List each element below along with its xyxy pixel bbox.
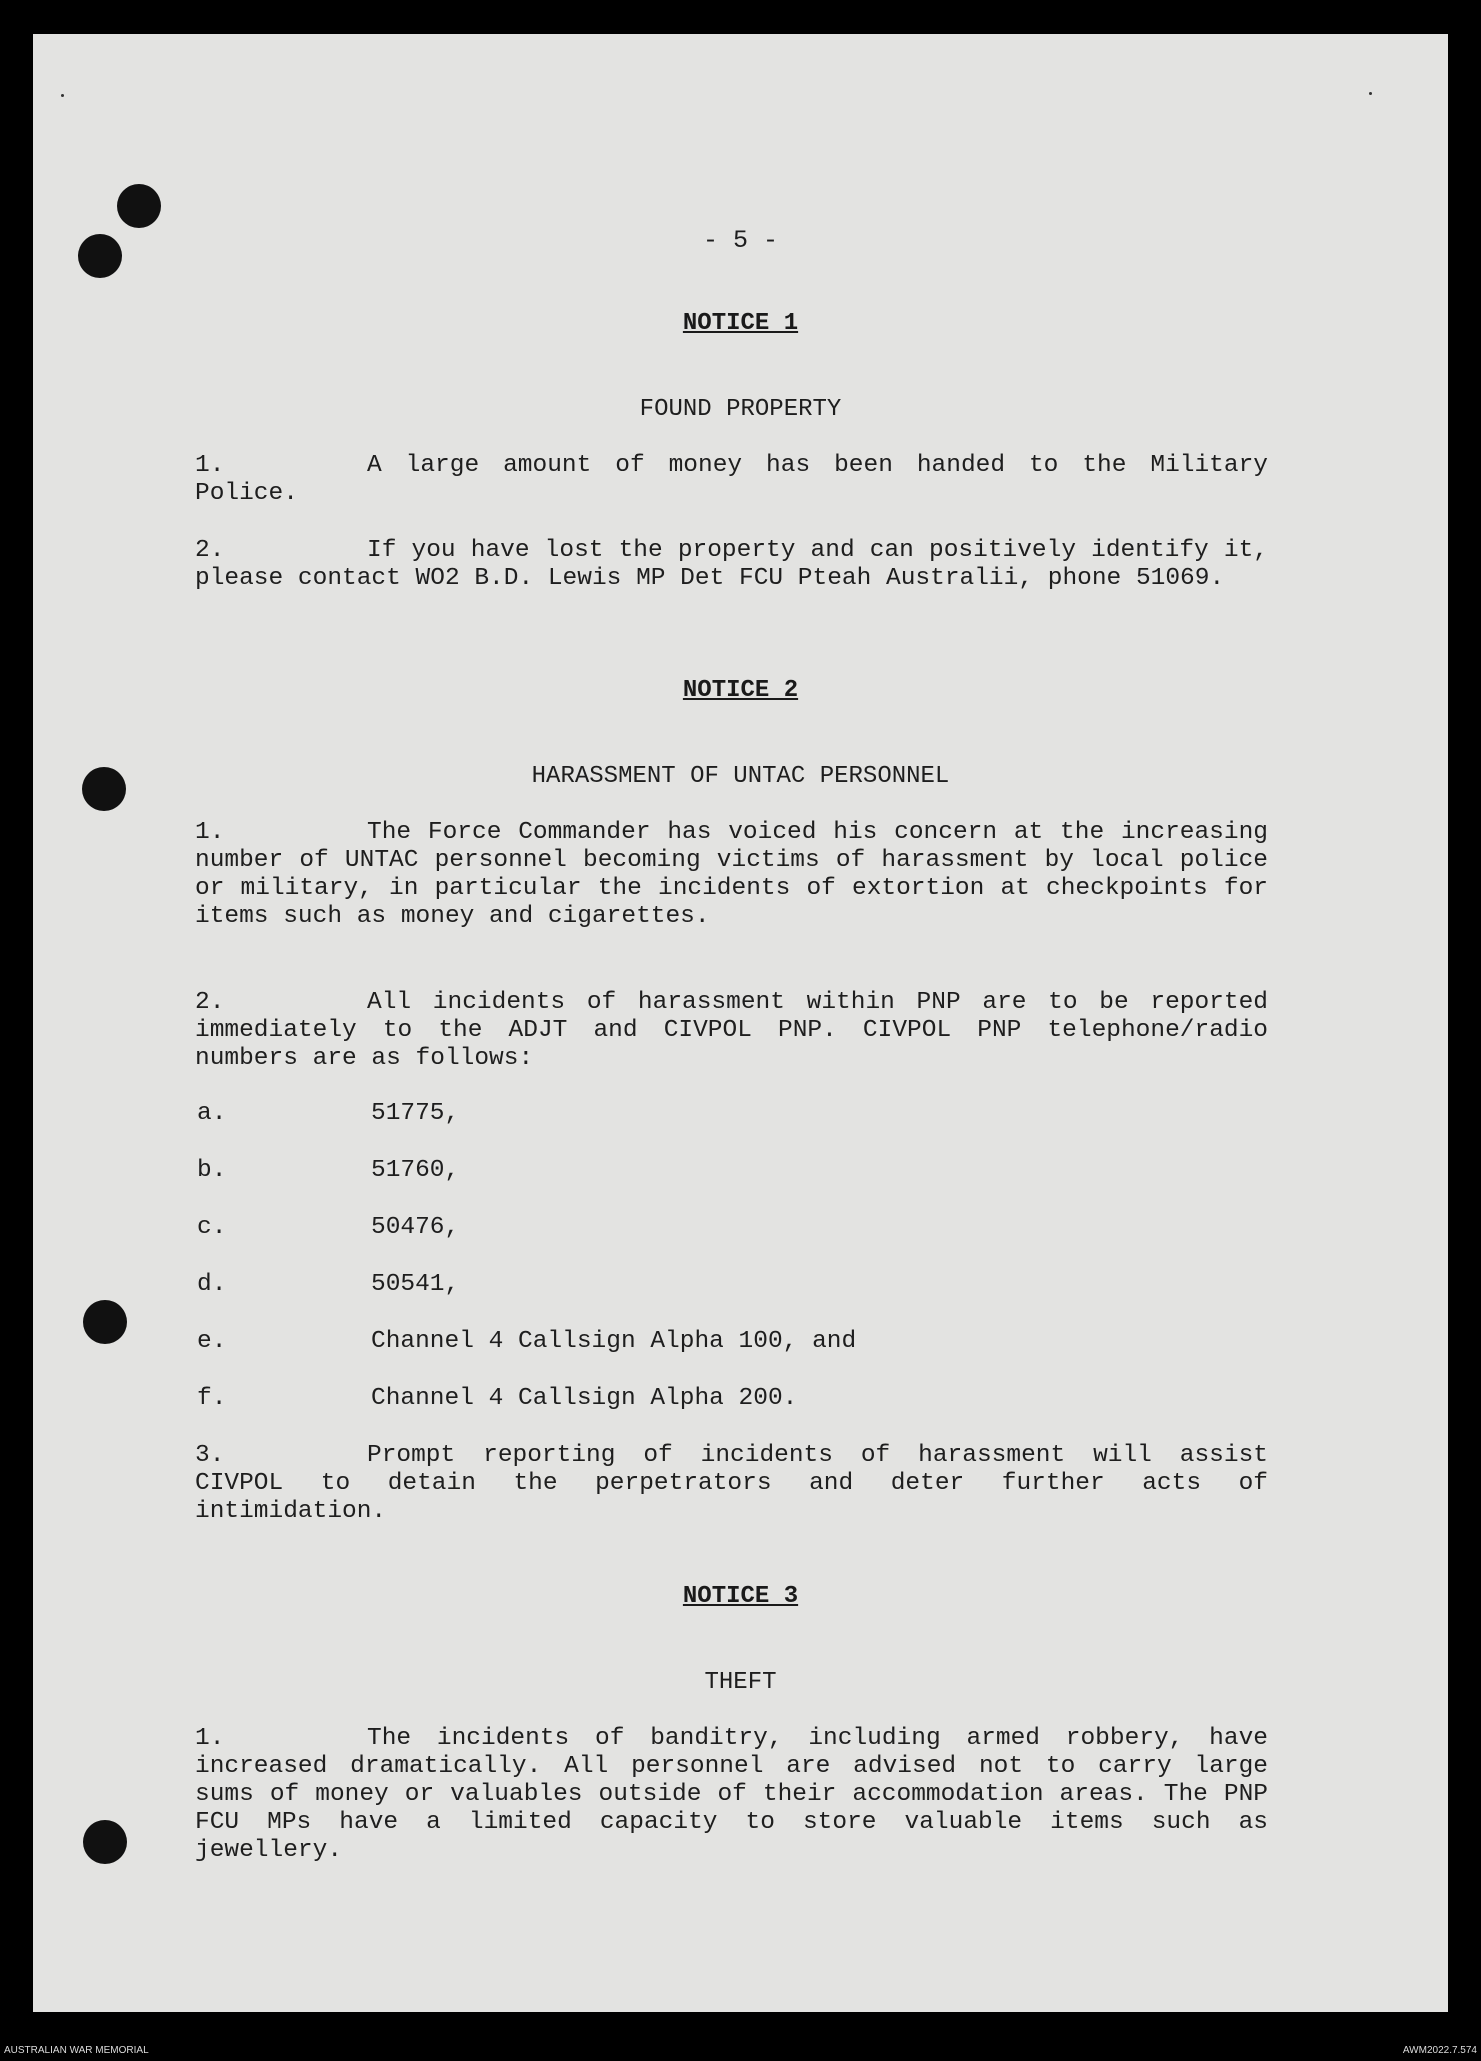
list-letter: b. xyxy=(197,1157,227,1184)
paragraph-text: All incidents of harassment within PNP are to be reported immediately to the ADJT and CIVPOL PNP. CIVPOL PNP telephone/radio numbers are as follows: xyxy=(195,989,1268,1072)
notice-2-subtitle: HARASSMENT OF UNTAC PERSONNEL xyxy=(531,763,950,790)
list-letter: a. xyxy=(197,1100,227,1127)
page-number: - 5 - xyxy=(702,226,778,255)
list-item xyxy=(197,1328,856,1355)
punch-hole xyxy=(83,1300,127,1344)
list-text: 51760, xyxy=(371,1157,460,1184)
paragraph-text: If you have lost the property and can positively identify it, please contact WO2 B.D. Lewis MP Det FCU Pteah Australii, phone 51069. xyxy=(195,537,1268,592)
speck xyxy=(61,94,64,97)
notice-1-paragraph-1 xyxy=(195,452,1268,508)
notice-3-title: NOTICE 3 xyxy=(682,1583,799,1610)
list-item xyxy=(197,1271,459,1298)
notice-1-paragraph-2 xyxy=(195,537,1268,593)
list-item xyxy=(197,1100,459,1127)
paragraph-text: The incidents of banditry, including armed robbery, have increased dramatically. All personnel are advised not to carry large sums of money or valuables outside of their accommodation areas. The PNP FCU MPs have a limited capacity to store valuable items such as jewellery. xyxy=(195,1725,1268,1864)
paragraph-number: 1. xyxy=(195,819,225,846)
list-letter: c. xyxy=(197,1214,227,1241)
list-text: Channel 4 Callsign Alpha 100, and xyxy=(371,1328,857,1355)
paragraph-text: The Force Commander has voiced his concern at the increasing number of UNTAC personnel becoming victims of harassment by local police or military, in particular the incidents of extortion at checkpoints for items such as money and cigarettes. xyxy=(195,819,1268,930)
list-item xyxy=(197,1157,459,1184)
paragraph-number: 1. xyxy=(195,452,225,479)
paragraph-number: 3. xyxy=(195,1442,225,1469)
notice-1-subtitle: FOUND PROPERTY xyxy=(639,396,842,423)
notice-2-paragraph-3 xyxy=(195,1442,1268,1526)
list-text: Channel 4 Callsign Alpha 200. xyxy=(371,1385,798,1412)
notice-1-title: NOTICE 1 xyxy=(682,310,799,337)
punch-hole xyxy=(83,1820,127,1864)
notice-3-subtitle: THEFT xyxy=(704,1669,777,1696)
notice-2-paragraph-1 xyxy=(195,819,1268,931)
list-text: 50541, xyxy=(371,1271,460,1298)
list-item xyxy=(197,1214,459,1241)
list-text: 50476, xyxy=(371,1214,460,1241)
list-letter: d. xyxy=(197,1271,227,1298)
paragraph-text: Prompt reporting of incidents of harassment will assist CIVPOL to detain the perpetrators and deter further acts of intimidation. xyxy=(195,1442,1268,1525)
paragraph-number: 1. xyxy=(195,1725,225,1752)
list-item xyxy=(197,1385,797,1412)
punch-hole xyxy=(117,184,161,228)
paragraph-text: A large amount of money has been handed to the Military Police. xyxy=(195,452,1268,507)
list-letter: f. xyxy=(197,1385,227,1412)
paragraph-number: 2. xyxy=(195,537,225,564)
notice-2-paragraph-2 xyxy=(195,989,1268,1073)
notice-2-title: NOTICE 2 xyxy=(682,677,799,704)
list-letter: e. xyxy=(197,1328,227,1355)
list-text: 51775, xyxy=(371,1100,460,1127)
document-page xyxy=(33,34,1448,2012)
paragraph-number: 2. xyxy=(195,989,225,1016)
archive-reference: AWM2022.7.574 xyxy=(1402,2045,1477,2056)
speck xyxy=(1369,92,1372,95)
archive-credit: AUSTRALIAN WAR MEMORIAL xyxy=(4,2045,149,2056)
notice-3-paragraph-1 xyxy=(195,1725,1268,1865)
